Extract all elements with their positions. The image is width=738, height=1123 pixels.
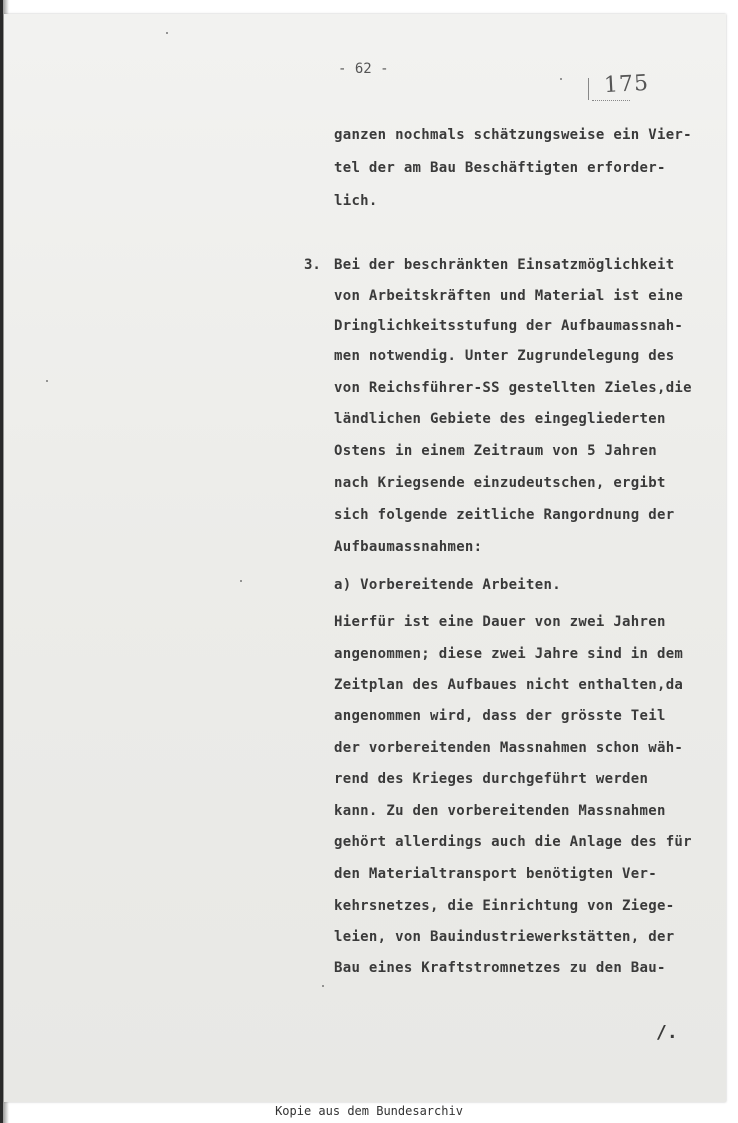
archive-mark-stroke [588, 78, 595, 100]
point-3-line: nach Kriegsende einzudeutschen, ergibt [334, 475, 666, 491]
point-3-line: Bei der beschränkten Einsatzmöglichkeit [334, 257, 675, 273]
page-number: - 62 - [338, 61, 389, 77]
point-3-line: sich folgende zeitliche Rangordnung der [334, 507, 675, 523]
archive-footer: Kopie aus dem Bundesarchiv [275, 1104, 463, 1118]
sub-a-line: rend des Krieges durchgeführt werden [334, 771, 649, 787]
point-3-line: Ostens in einem Zeitraum von 5 Jahren [334, 443, 657, 459]
sub-a-line: Zeitplan des Aufbaues nicht enthalten,da [334, 677, 684, 693]
point-3-line: Dringlichkeitsstufung der Aufbaumassnah- [334, 318, 684, 334]
sub-a-line: gehört allerdings auch die Anlage des für [334, 834, 692, 850]
sub-a-line: angenommen wird, dass der grösste Teil [334, 708, 666, 724]
scan-speck [322, 985, 324, 987]
sub-a-line: angenommen; diese zwei Jahre sind in dem [334, 646, 684, 662]
archive-page-number: 175 [603, 70, 650, 99]
sub-a-line: Hierfür ist eine Dauer von zwei Jahren [334, 614, 666, 630]
point-3-line: von Arbeitskräften und Material ist eine [334, 288, 684, 304]
sub-a-line: kann. Zu den vorbereitenden Massnahmen [334, 803, 666, 819]
point-3-line: men notwendig. Unter Zugrundelegung des [334, 348, 675, 364]
scan-speck [166, 32, 168, 34]
scan-speck [560, 78, 562, 80]
scan-speck [240, 580, 242, 582]
point-3-line: Aufbaumassnahmen: [334, 539, 483, 555]
scan-speck [46, 380, 48, 382]
intro-line: tel der am Bau Beschäftigten erforder- [334, 160, 666, 176]
intro-line: ganzen nochmals schätzungsweise ein Vier- [334, 127, 692, 143]
point-3-number: 3. [304, 257, 321, 273]
sub-a-line: kehrsnetzes, die Einrichtung von Ziege- [334, 898, 675, 914]
sub-a-line: der vorbereitenden Massnahmen schon wäh- [334, 740, 684, 756]
sub-a-line: Bau eines Kraftstromnetzes zu den Bau- [334, 960, 666, 976]
archive-mark-underline [592, 100, 630, 103]
intro-line: lich. [334, 193, 378, 209]
point-3-line: von Reichsführer-SS gestellten Zieles,die [334, 380, 692, 396]
point-3-line: ländlichen Gebiete des eingegliederten [334, 411, 666, 427]
continuation-mark: /. [656, 1022, 678, 1043]
sub-a-line: leien, von Bauindustriewerkstätten, der [334, 929, 675, 945]
sub-a-heading: a) Vorbereitende Arbeiten. [334, 577, 561, 593]
sub-a-line: den Materialtransport benötigten Ver- [334, 866, 657, 882]
